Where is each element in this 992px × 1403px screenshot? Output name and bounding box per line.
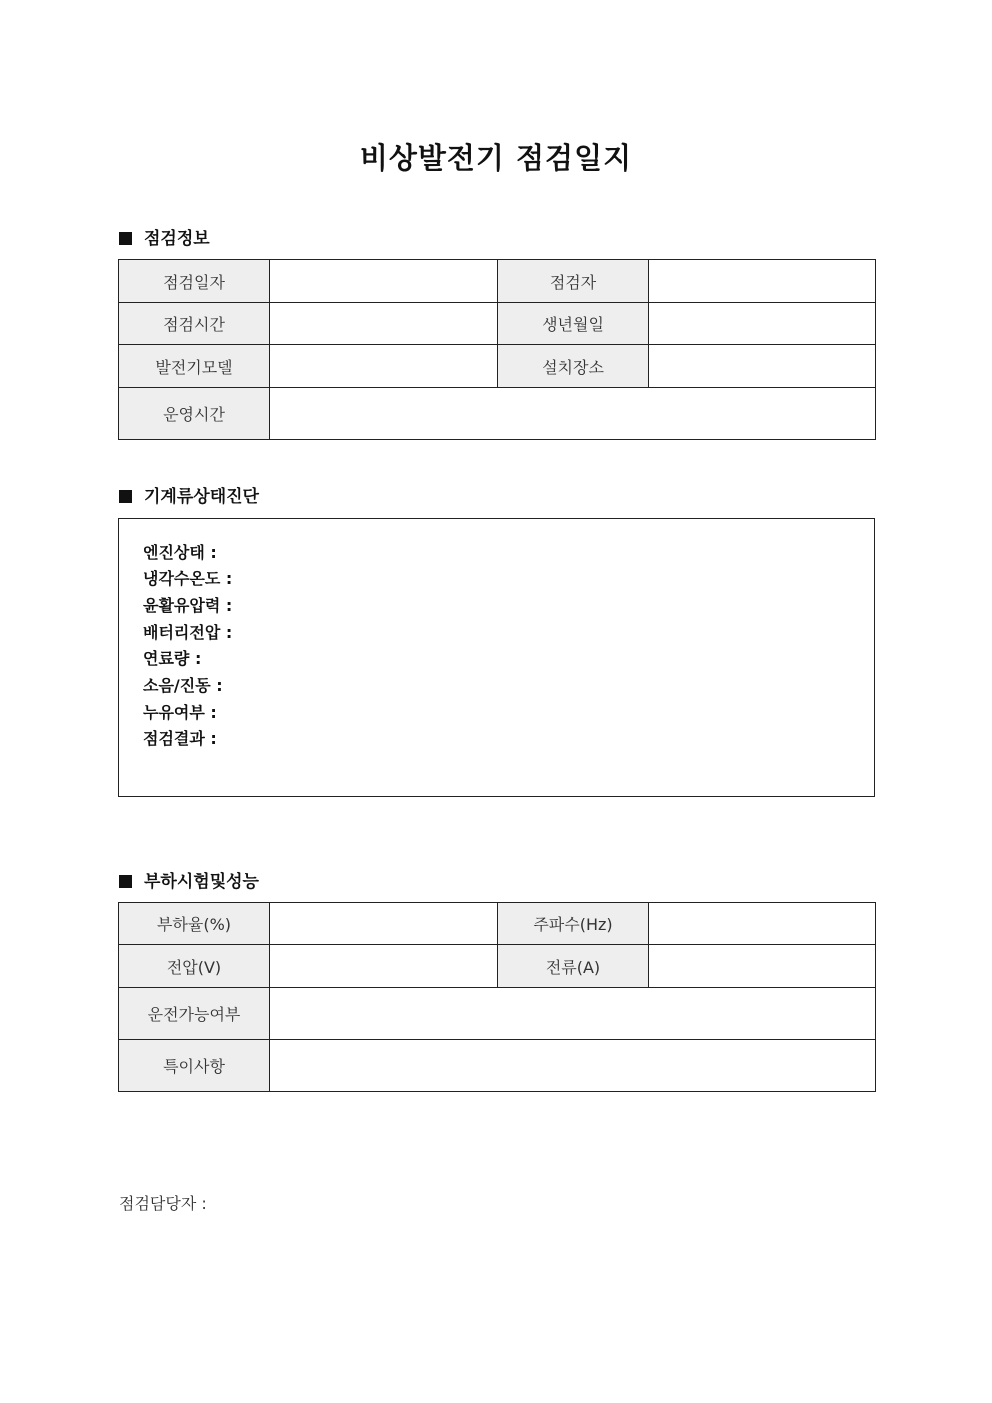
label-cell: 생년월일	[498, 303, 649, 345]
input-cell[interactable]	[270, 1040, 876, 1092]
input-cell[interactable]	[649, 345, 876, 388]
diagnosis-item: 엔진상태 :	[143, 543, 217, 562]
diagnosis-item: 점검결과 :	[143, 729, 217, 748]
square-bullet-icon	[119, 232, 132, 245]
input-cell[interactable]	[270, 945, 498, 988]
input-cell[interactable]	[649, 903, 876, 945]
input-cell[interactable]	[270, 260, 498, 303]
label-cell: 특이사항	[119, 1040, 270, 1092]
input-cell[interactable]	[649, 260, 876, 303]
input-cell[interactable]	[270, 345, 498, 388]
input-cell[interactable]	[649, 303, 876, 345]
input-cell[interactable]	[270, 903, 498, 945]
label-cell: 운전가능여부	[119, 988, 270, 1040]
page-title: 비상발전기 점검일지	[359, 141, 633, 175]
section-heading-inspection-info	[119, 224, 210, 249]
input-cell[interactable]	[270, 303, 498, 345]
input-cell[interactable]	[270, 988, 876, 1040]
section-heading-load-test	[119, 867, 259, 892]
diagnosis-box[interactable]	[118, 518, 875, 797]
label-cell: 운영시간	[119, 388, 270, 440]
label-cell: 주파수(Hz)	[498, 903, 649, 945]
input-cell[interactable]	[270, 388, 876, 440]
diagnosis-item: 누유여부 :	[143, 703, 217, 722]
diagnosis-item: 배터리전압 :	[143, 623, 233, 642]
inspection-info-table	[118, 259, 876, 440]
heading-text: 점검정보	[144, 229, 210, 249]
label-cell: 점검일자	[119, 260, 270, 303]
inspector-signature-label: 점검담당자 :	[119, 1194, 207, 1213]
heading-text: 기계류상태진단	[144, 487, 259, 507]
label-cell: 설치장소	[498, 345, 649, 388]
diagnosis-item: 윤활유압력 :	[143, 596, 233, 615]
square-bullet-icon	[119, 875, 132, 888]
label-cell: 전류(A)	[498, 945, 649, 988]
label-cell: 부하율(%)	[119, 903, 270, 945]
square-bullet-icon	[119, 490, 132, 503]
diagnosis-item: 냉각수온도 :	[143, 569, 233, 588]
load-test-table	[118, 902, 876, 1092]
label-cell: 점검자	[498, 260, 649, 303]
input-cell[interactable]	[649, 945, 876, 988]
label-cell: 점검시간	[119, 303, 270, 345]
section-heading-mechanical-diagnosis	[119, 482, 259, 507]
label-cell: 발전기모델	[119, 345, 270, 388]
diagnosis-item: 연료량 :	[143, 649, 202, 668]
heading-text: 부하시험및성능	[144, 872, 259, 892]
diagnosis-item: 소음/진동 :	[143, 676, 223, 695]
label-cell: 전압(V)	[119, 945, 270, 988]
